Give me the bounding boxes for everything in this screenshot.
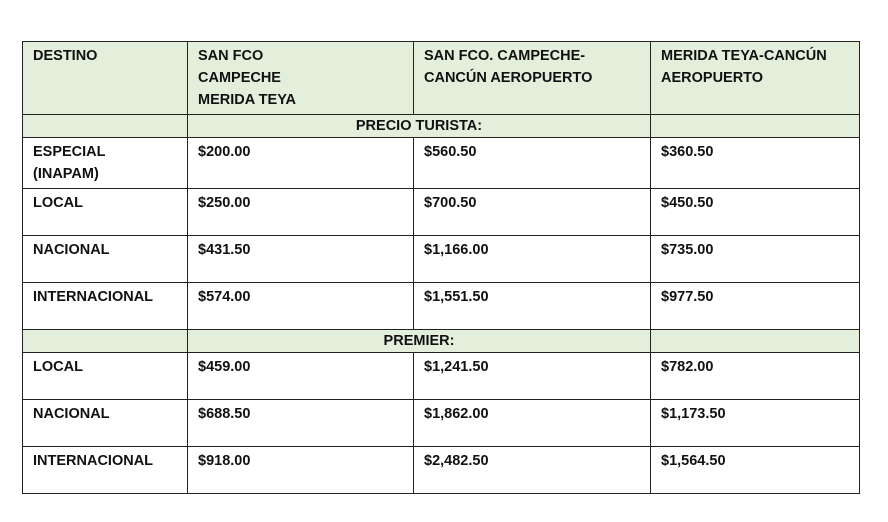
destino-cell: NACIONAL: [23, 236, 188, 283]
price-cell: $459.00: [188, 353, 414, 400]
table-row: [23, 353, 860, 400]
destino-cell: NACIONAL: [23, 400, 188, 447]
section-spacer: [651, 115, 860, 138]
destino-cell: INTERNACIONAL: [23, 283, 188, 330]
price-cell: $1,564.50: [651, 447, 860, 494]
price-cell: $1,166.00: [414, 236, 651, 283]
price-cell: $735.00: [651, 236, 860, 283]
header-col3: [651, 42, 860, 115]
price-cell: $450.50: [651, 189, 860, 236]
header-col3-label: MERIDA TEYA-CANCÚN AEROPUERTO: [661, 48, 827, 86]
destino-cell: INTERNACIONAL: [23, 447, 188, 494]
price-cell: $700.50: [414, 189, 651, 236]
fare-table: [22, 41, 860, 494]
section-title: PRECIO TURISTA:: [188, 115, 651, 138]
table-row: [23, 236, 860, 283]
section-title: PREMIER:: [188, 330, 651, 353]
price-cell: $2,482.50: [414, 447, 651, 494]
price-cell: $250.00: [188, 189, 414, 236]
section-spacer: [23, 330, 188, 353]
section-row-premier: [23, 330, 860, 353]
header-col1: [188, 42, 414, 115]
table-row: [23, 189, 860, 236]
price-cell: $1,551.50: [414, 283, 651, 330]
section-spacer: [651, 330, 860, 353]
destino-cell: LOCAL: [23, 353, 188, 400]
price-cell: $574.00: [188, 283, 414, 330]
table-row: [23, 400, 860, 447]
header-col2: [414, 42, 651, 115]
header-col1-label: SAN FCO CAMPECHE MERIDA TEYA: [198, 48, 297, 108]
header-row: [23, 42, 860, 115]
price-cell: $431.50: [188, 236, 414, 283]
header-destino-label: DESTINO: [33, 48, 98, 64]
price-cell: $688.50: [188, 400, 414, 447]
header-col2-label: SAN FCO. CAMPECHE- CANCÚN AEROPUERTO: [424, 48, 593, 86]
price-cell: $918.00: [188, 447, 414, 494]
table-row: [23, 447, 860, 494]
price-cell: $360.50: [651, 138, 860, 189]
price-cell: $1,173.50: [651, 400, 860, 447]
price-cell: $560.50: [414, 138, 651, 189]
price-cell: $977.50: [651, 283, 860, 330]
price-cell: $1,241.50: [414, 353, 651, 400]
price-cell: $1,862.00: [414, 400, 651, 447]
price-cell: $782.00: [651, 353, 860, 400]
header-destino: [23, 42, 188, 115]
section-spacer: [23, 115, 188, 138]
destino-cell: [23, 138, 188, 189]
table-row: [23, 138, 860, 189]
destino-cell: LOCAL: [23, 189, 188, 236]
price-cell: $200.00: [188, 138, 414, 189]
table-row: [23, 283, 860, 330]
section-row-turista: [23, 115, 860, 138]
destino-label: ESPECIAL (INAPAM): [33, 144, 106, 182]
